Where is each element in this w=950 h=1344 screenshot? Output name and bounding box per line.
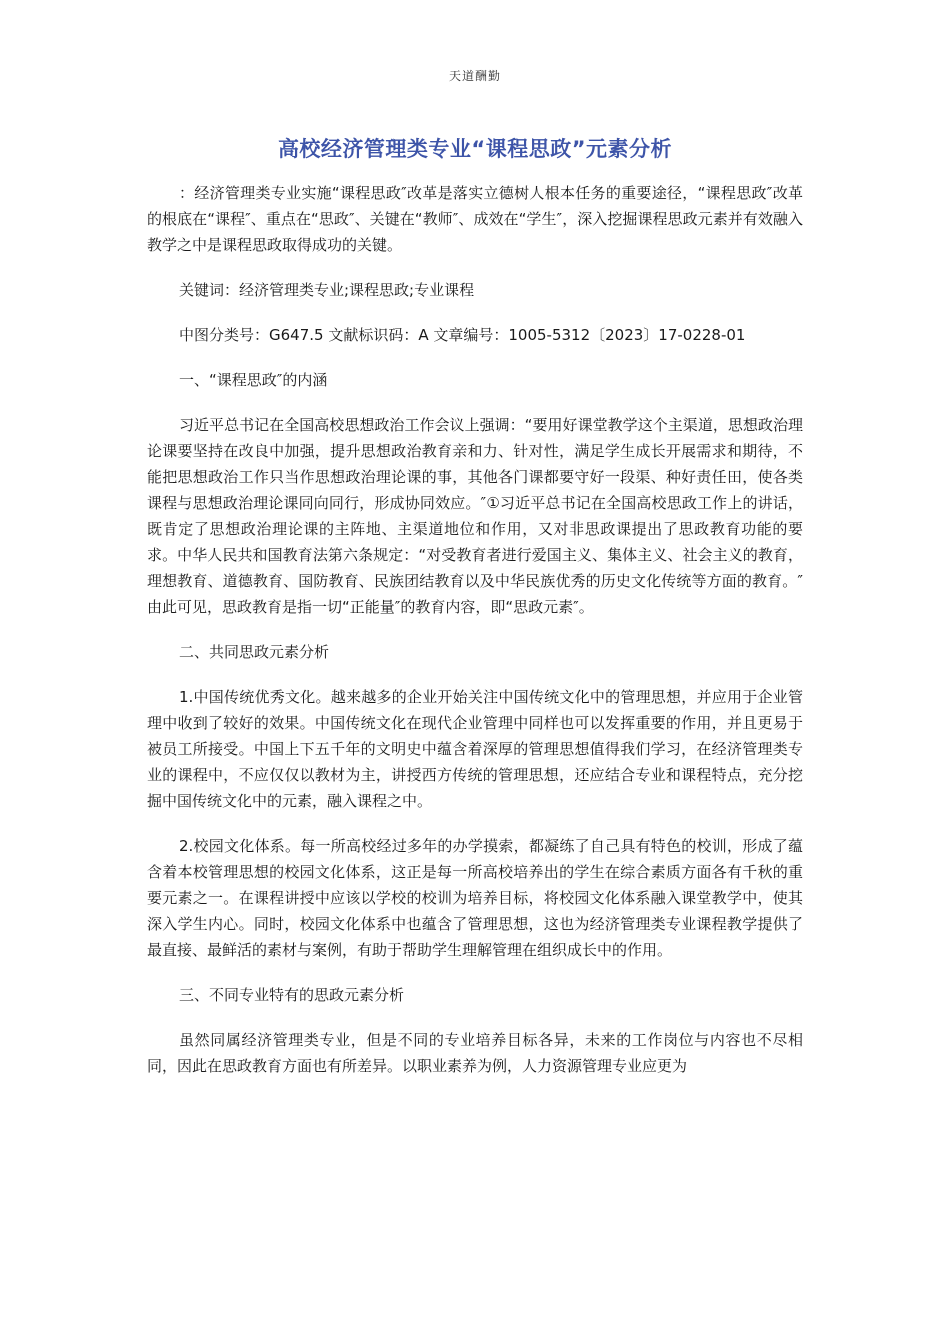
abstract-paragraph: ：经济管理类专业实施“课程思政″改革是落实立德树人根本任务的重要途径，“课程思政″改革的根底在“课程″、重点在“思政″、关键在“教师″、成效在“学生″，深入挖掘课程思政元素并有效融入教学之中是课程思政取得成功的关键。 [147, 184, 803, 254]
section2-heading: 二、共同思政元素分析 [179, 643, 330, 661]
section2-paragraph-2: 2.校园文化体系。每一所高校经过多年的办学摸索，都凝练了自己具有特色的校训，形成了蕴含着本校管理思想的校园文化体系，这正是每一所高校培养出的学生在综合素质方面各有千秋的重要元素之一。在课程讲授中应该以学校的校训为培养目标，将校园文化体系融入课堂教学中，使其深入学生内心。同时，校园文化体系中也蕴含了管理思想，这也为经济管理类专业课程教学提供了最直接、最鲜活的素材与案例，有助于帮助学生理解管理在组织成长中的作用。 [147, 837, 803, 959]
section3-heading: 三、不同专业特有的思政元素分析 [179, 986, 405, 1004]
article-title: 高校经济管理类专业“课程思政”元素分析 [277, 137, 673, 161]
classification-paragraph: 中图分类号：G647.5 文献标识码：A 文章编号：1005-5312〔2023〕17-0228-01 [179, 326, 746, 344]
header-watermark: 天道酬勤 [448, 69, 501, 83]
keywords-paragraph: 关键词：经济管理类专业;课程思政;专业课程 [179, 281, 475, 299]
section1-heading: 一、“课程思政″的内涵 [179, 371, 328, 389]
section2-paragraph-1: 1.中国传统优秀文化。越来越多的企业开始关注中国传统文化中的管理思想，并应用于企业管理中收到了较好的效果。中国传统文化在现代企业管理中同样也可以发挥重要的作用，并且更易于被员工所接受。中国上下五千年的文明史中蕴含着深厚的管理思想值得我们学习，在经济管理类专业的课程中，不应仅仅以教材为主，讲授西方传统的管理思想，还应结合专业和课程特点，充分挖掘中国传统文化中的元素，融入课程之中。 [147, 688, 803, 810]
section1-paragraph: 习近平总书记在全国高校思想政治工作会议上强调：“要用好课堂教学这个主渠道，思想政治理论课要坚持在改良中加强，提升思想政治教育亲和力、针对性，满足学生成长开展需求和期待，不能把思想政治工作只当作思想政治理论课的事，其他各门课都要守好一段渠、种好责任田，使各类课程与思想政治理论课同向同行，形成协同效应。″①习近平总书记在全国高校思政工作上的讲话，既肯定了思想政治理论课的主阵地、主渠道地位和作用，又对非思政课提出了思政教育功能的要求。中华人民共和国教育法第六条规定：“对受教育者进行爱国主义、集体主义、社会主义的教育，理想教育、道德教育、国防教育、民族团结教育以及中华民族优秀的历史文化传统等方面的教育。″由此可见，思政教育是指一切“正能量″的教育内容，即“思政元素″。 [147, 416, 803, 616]
section3-paragraph: 虽然同属经济管理类专业，但是不同的专业培养目标各异，未来的工作岗位与内容也不尽相同，因此在思政教育方面也有所差异。以职业素养为例，人力资源管理专业应更为 [147, 1031, 803, 1075]
article-body [147, 180, 803, 1098]
